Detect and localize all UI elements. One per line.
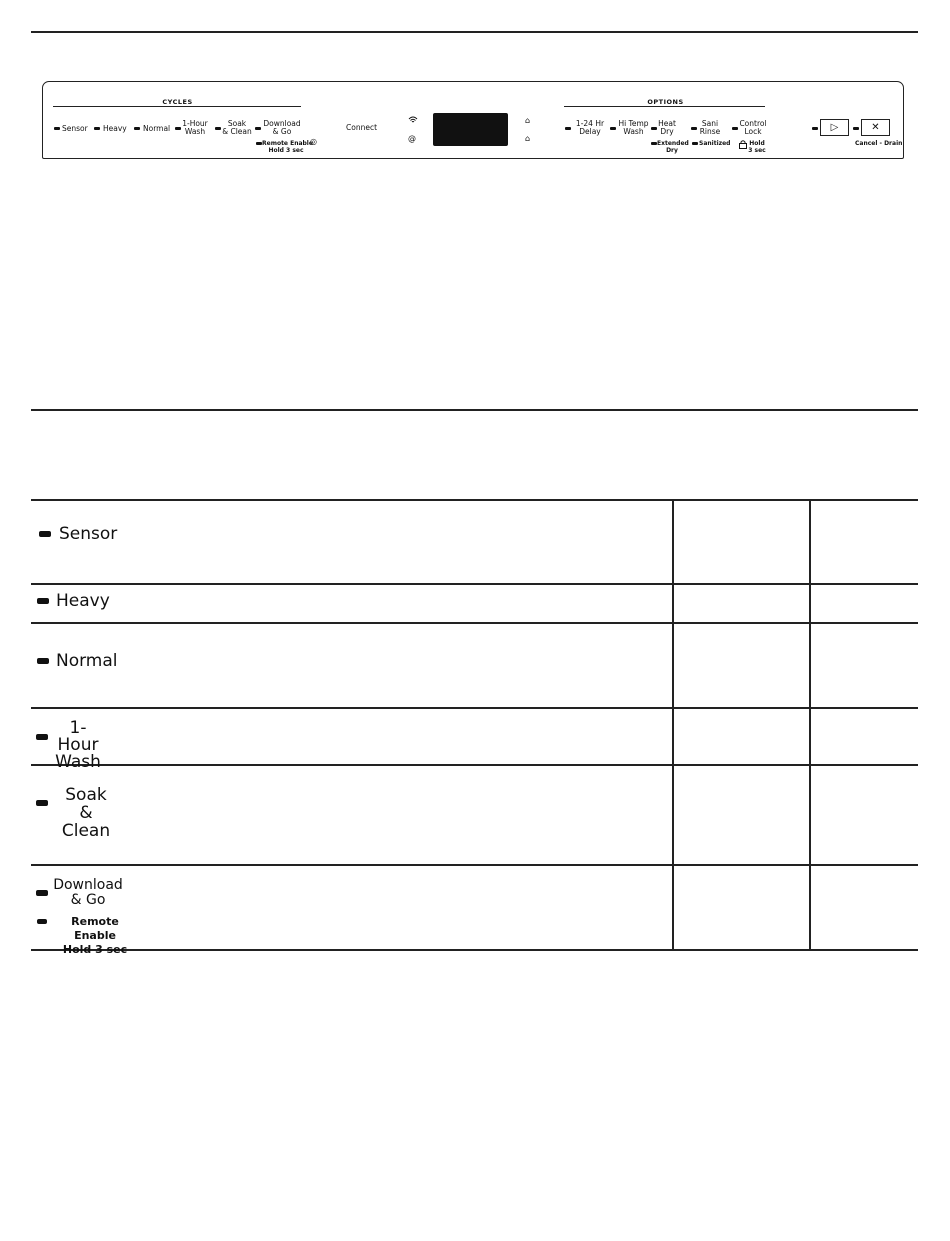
panel-hold-3sec-label: Hold 3 sec — [748, 140, 766, 154]
row-heavy-label: Heavy — [56, 591, 110, 611]
panel-sensor-label[interactable]: Sensor — [62, 124, 88, 133]
table-bottom-border — [31, 949, 918, 951]
start-indicator — [812, 127, 818, 130]
cycles-title-line — [53, 106, 301, 107]
sensor-indicator — [54, 127, 60, 130]
panel-download-go-label[interactable]: Download & Go — [263, 119, 301, 136]
panel-delay-label[interactable]: 1-24 Hr Delay — [575, 119, 605, 136]
table-row-divider — [31, 764, 918, 766]
table-row-divider — [31, 583, 918, 585]
lock-icon — [739, 140, 747, 151]
sani-rinse-indicator — [691, 127, 697, 130]
panel-sanitized-label: Sanitized — [699, 140, 731, 147]
table-top-border — [31, 499, 918, 501]
panel-one-hour-label[interactable]: 1-Hour Wash — [182, 119, 208, 136]
row-normal-indicator — [37, 658, 49, 664]
table-row-divider — [31, 707, 918, 709]
row-remote-enable-indicator — [37, 919, 47, 924]
cycle-table — [31, 499, 918, 956]
row-remote-enable-label: Remote Enable Hold 3 sec — [62, 915, 128, 956]
table-column-divider — [809, 499, 811, 951]
download-go-indicator — [255, 127, 261, 130]
wifi-icon — [408, 116, 418, 126]
cancel-indicator — [853, 127, 859, 130]
panel-heat-dry-label[interactable]: Heat Dry — [658, 119, 676, 136]
row-heavy-indicator — [37, 598, 49, 604]
cancel-button[interactable] — [861, 119, 890, 136]
table-row-divider — [31, 622, 918, 624]
play-icon: ▷ — [830, 122, 839, 133]
digital-display — [433, 113, 508, 146]
panel-sani-rinse-label[interactable]: Sani Rinse — [699, 119, 721, 136]
connect-label[interactable]: Connect — [346, 123, 378, 132]
hi-temp-indicator — [610, 127, 616, 130]
close-icon: ✕ — [871, 122, 880, 133]
row-one-hour-indicator — [36, 734, 48, 740]
options-title-line — [564, 106, 765, 107]
panel-extended-dry-label[interactable]: Extended Dry — [657, 140, 689, 154]
row-soak-clean-indicator — [36, 800, 48, 806]
panel-soak-clean-label[interactable]: Soak & Clean — [222, 119, 252, 136]
row-one-hour-label: 1-Hour Wash — [55, 718, 101, 772]
normal-indicator — [134, 127, 140, 130]
top-rule — [31, 31, 918, 33]
remote-enable-icon: ◎ — [310, 137, 317, 146]
delay-indicator — [565, 127, 571, 130]
table-column-divider — [672, 499, 674, 951]
heavy-indicator — [94, 127, 100, 130]
row-soak-clean-label: Soak & Clean — [61, 785, 111, 841]
panel-control-lock-label[interactable]: Control Lock — [739, 119, 767, 136]
sanitized-indicator — [692, 142, 698, 145]
row-download-go-label: Download & Go — [53, 877, 123, 908]
upper-home-icon: ⌂ — [525, 116, 531, 125]
panel-normal-label[interactable]: Normal — [143, 124, 171, 133]
panel-remote-enable-label[interactable]: Remote Enable Hold 3 sec — [262, 140, 313, 154]
panel-heavy-label[interactable]: Heavy — [103, 124, 127, 133]
connect-status-icon: @ — [408, 134, 416, 143]
one-hour-indicator — [175, 127, 181, 130]
cycles-title: CYCLES — [162, 98, 193, 106]
options-title: OPTIONS — [647, 98, 684, 106]
start-button[interactable] — [820, 119, 849, 136]
cancel-drain-label: Cancel - Drain — [855, 140, 903, 147]
lower-home-icon: ⌂ — [525, 134, 531, 143]
row-download-go-indicator — [36, 890, 48, 896]
row-normal-label: Normal — [56, 651, 118, 671]
table-row-divider — [31, 864, 918, 866]
row-sensor-label: Sensor — [59, 524, 118, 544]
row-sensor-indicator — [39, 531, 51, 537]
panel-hi-temp-label[interactable]: Hi Temp Wash — [618, 119, 649, 136]
middle-rule — [31, 409, 918, 411]
soak-clean-indicator — [215, 127, 221, 130]
